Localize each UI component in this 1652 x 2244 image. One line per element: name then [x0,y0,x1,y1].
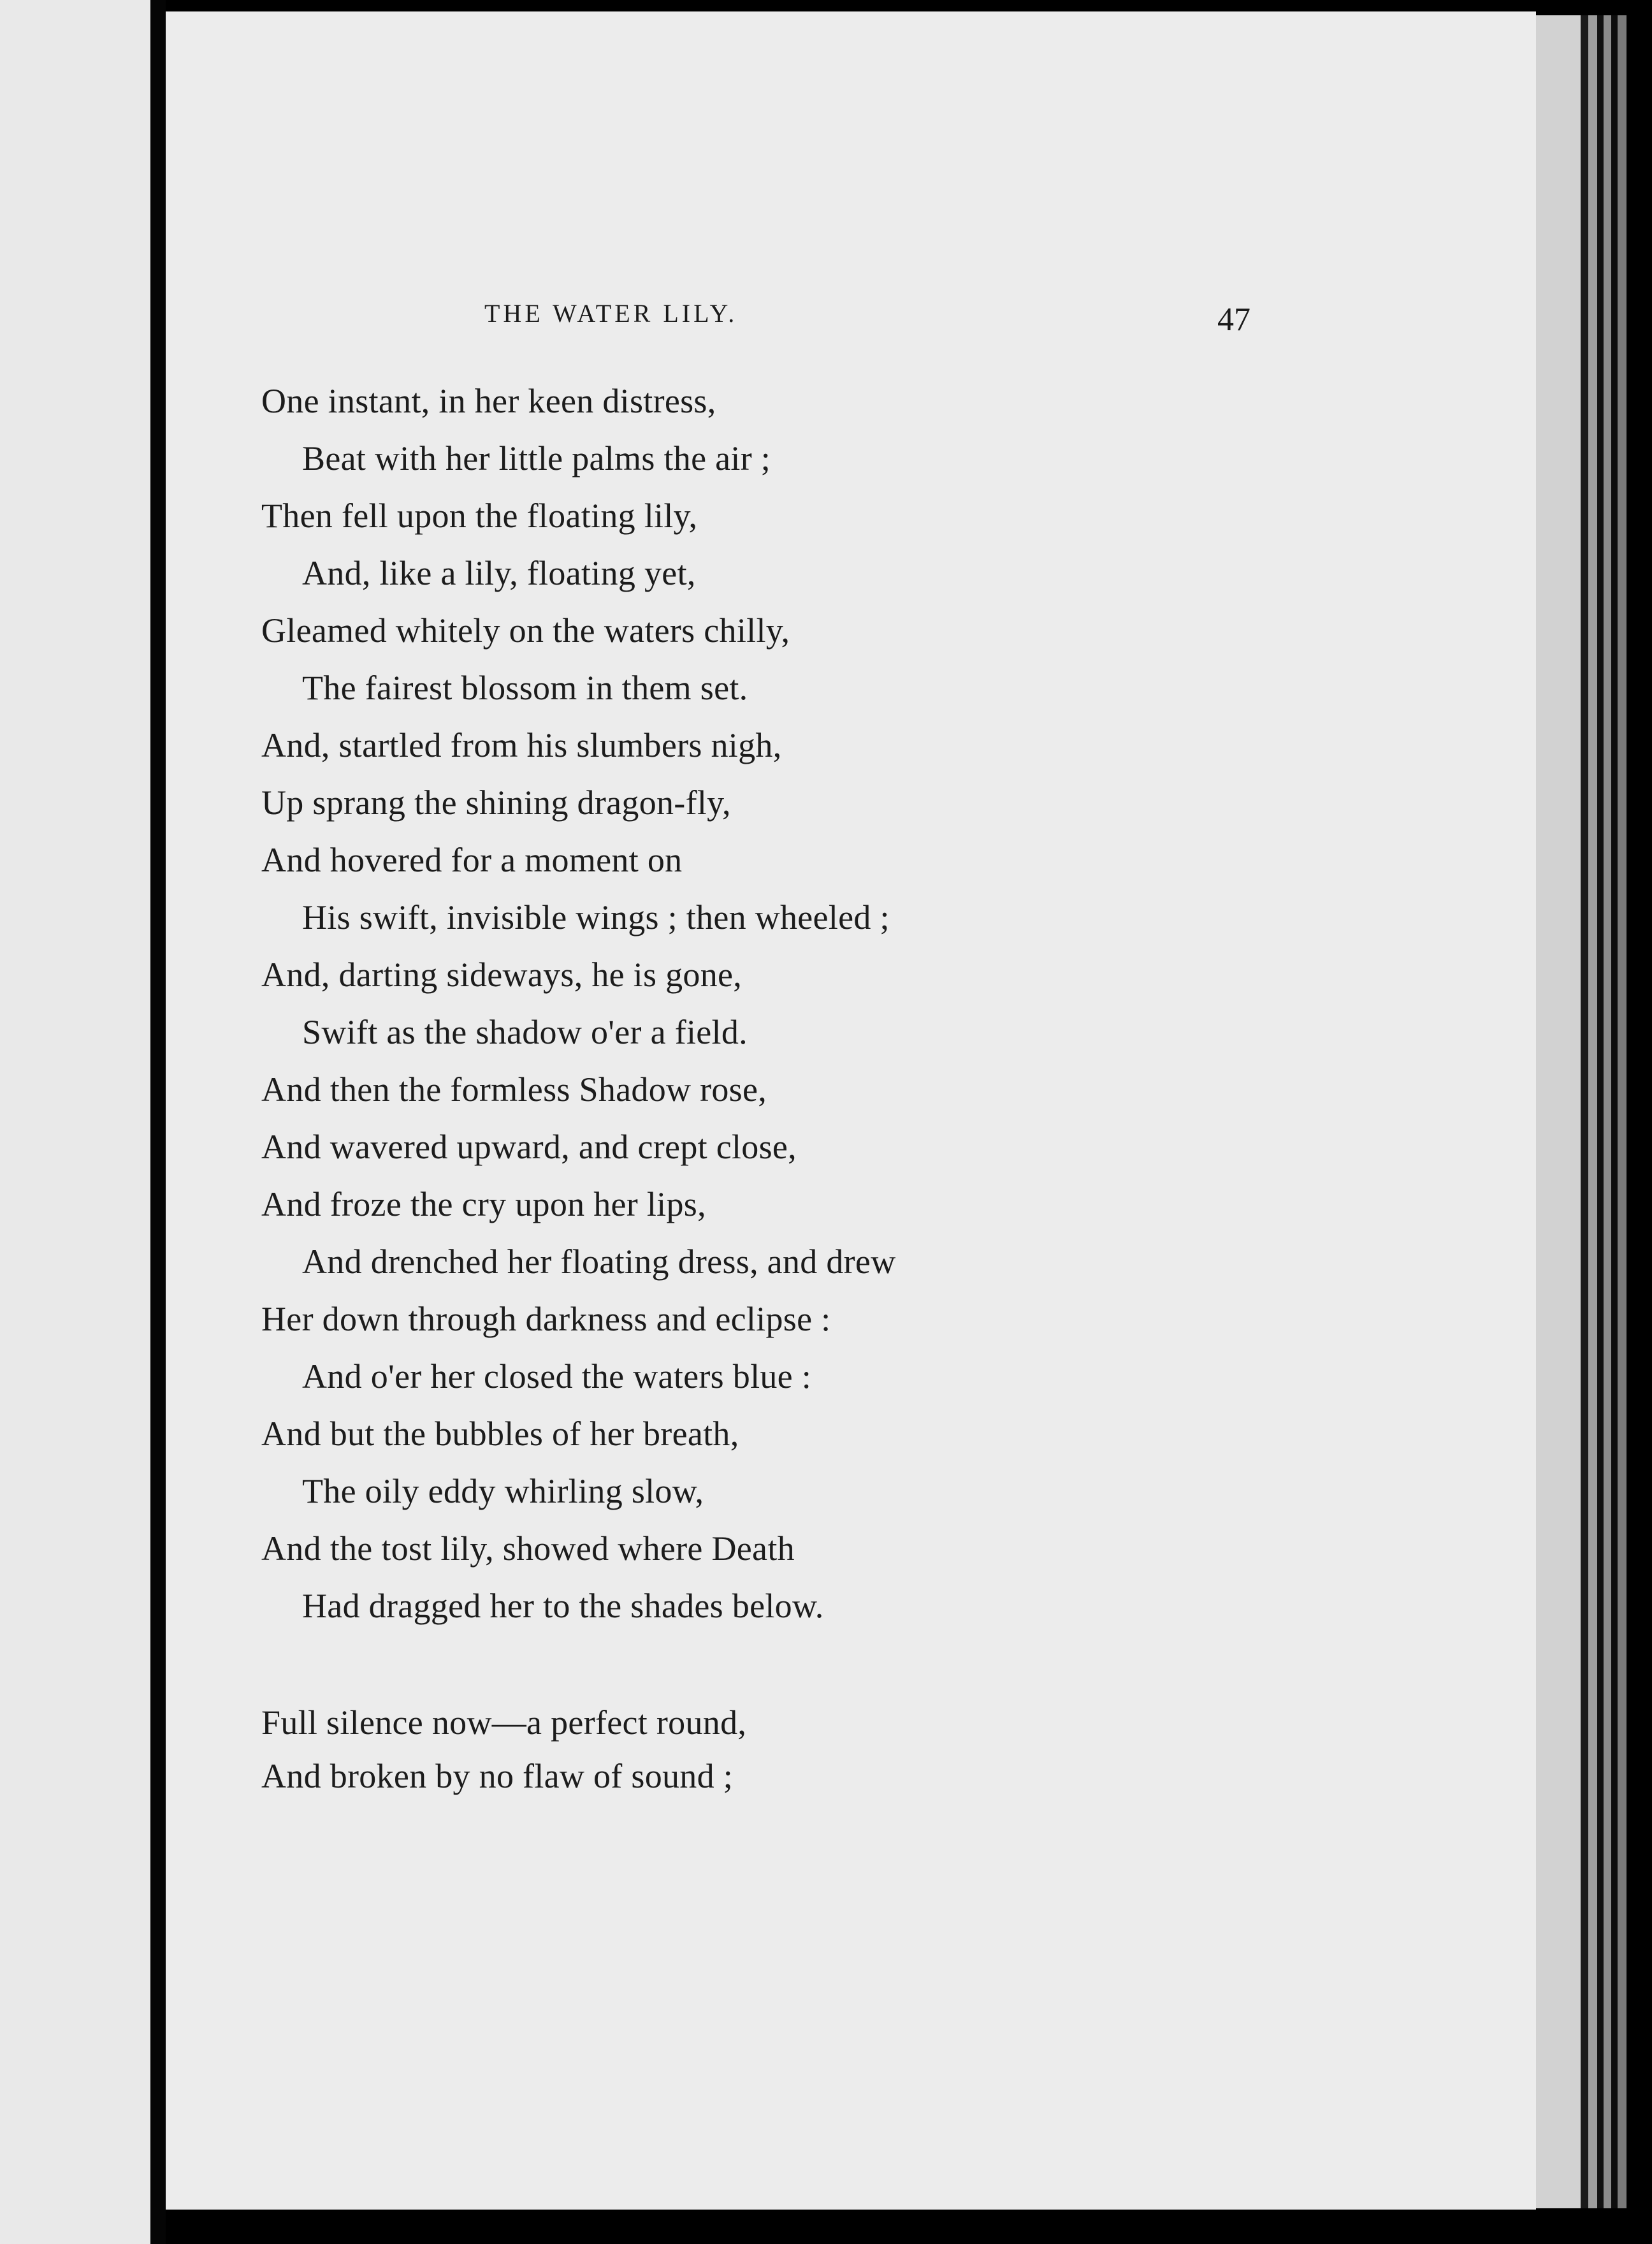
page-edges [1611,15,1618,2208]
book-gutter [150,0,166,2244]
facing-page [0,0,150,2244]
poem-line: Full silence now—a perfect round, [261,1703,747,1742]
poem-line: His swift, invisible wings ; then wheeled ; [302,898,890,936]
running-title: THE WATER LILY. [484,299,738,328]
poem-line: Up sprang the shining dragon-fly, [261,783,731,822]
stanza-1 [261,372,1345,1635]
poem-line: The fairest blossom in them set. [302,669,748,707]
stanza-2 [261,1696,1345,1803]
poem-line: And wavered upward, and crept close, [261,1128,797,1166]
poem-line: And but the bubbles of her breath, [261,1415,739,1453]
poem-line: And broken by no flaw of sound ; [261,1757,733,1795]
poem-line: And the tost lily, showed where Death [261,1529,795,1568]
poem-line: And drenched her floating dress, and drew [302,1242,896,1281]
poem-line: One instant, in her keen distress, [261,382,716,420]
poem-line: And, startled from his slumbers nigh, [261,726,782,764]
page-number: 47 [1217,302,1250,338]
page-edges [1588,15,1597,2208]
poem-line: Had dragged her to the shades below. [302,1587,824,1625]
poem-line: The oily eddy whirling slow, [302,1472,704,1510]
poem-line: Beat with her little palms the air ; [302,439,771,477]
poem-line: Then fell upon the floating lily, [261,497,698,535]
poem-line: And froze the cry upon her lips, [261,1185,706,1223]
page-edges [1581,15,1588,2208]
page-edges [1604,15,1611,2208]
poem-line: And, darting sideways, he is gone, [261,956,743,994]
poem-line: And then the formless Shadow rose, [261,1070,767,1109]
poem-line: And o'er her closed the waters blue : [302,1357,812,1395]
poem-line: Swift as the shadow o'er a field. [302,1013,748,1051]
poem-line: Gleamed whitely on the waters chilly, [261,611,790,650]
poem-line: And hovered for a moment on [261,841,683,879]
poem-line: Her down through darkness and eclipse : [261,1300,831,1338]
page-edges [1597,15,1604,2208]
page-edges [1536,15,1581,2208]
poem-line: And, like a lily, floating yet, [302,554,696,592]
page-edges [1618,15,1627,2208]
